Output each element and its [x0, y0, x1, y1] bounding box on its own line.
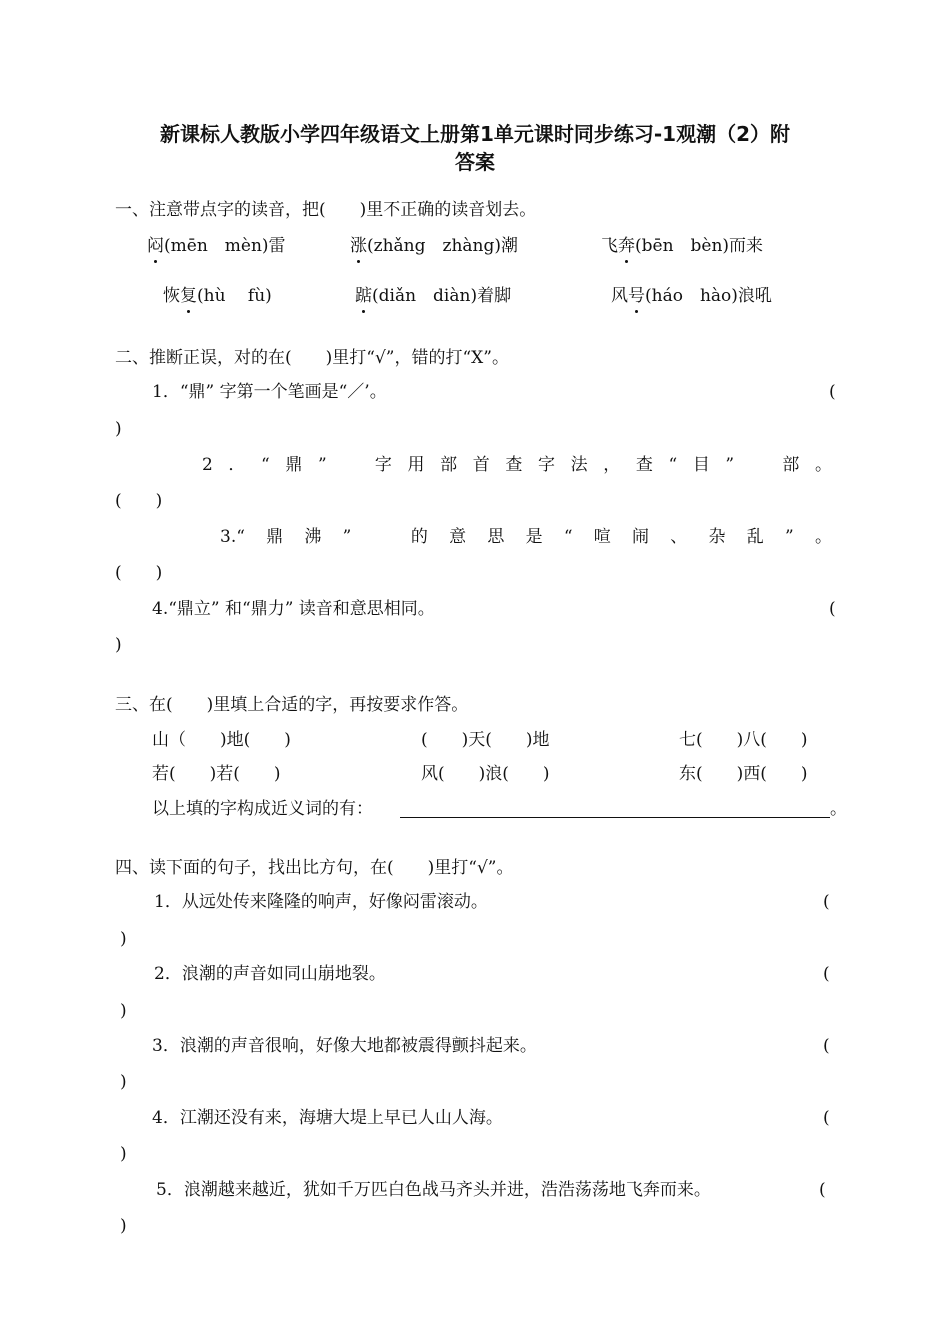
sentence-item-text: 5．浪潮越来越近，犹如千万匹白色战马齐头并进，浩浩荡荡地飞奔而来。	[156, 1180, 711, 1200]
dotted-char: 号	[628, 286, 645, 306]
dotted-char: 涨	[350, 236, 367, 256]
pinyin-options: (mēn mèn)雷	[164, 236, 286, 256]
pinyin-item	[611, 288, 772, 305]
sentence-end: 。	[830, 799, 847, 819]
dotted-char: 奔	[618, 236, 635, 256]
dotted-char: 踮	[355, 286, 372, 306]
fill-blank-item[interactable]: 风( )浪( )	[421, 764, 550, 784]
fill-blank-item[interactable]: 东( )西( )	[679, 764, 808, 784]
section3-heading: 三、在( )里填上合适的字，再按要求作答。	[115, 695, 469, 715]
dotted-char: 复	[180, 286, 197, 306]
fill-blank-item[interactable]: 若( )若( )	[152, 764, 281, 784]
answer-paren-close[interactable]: )	[120, 1216, 127, 1236]
answer-paren-open[interactable]: (	[829, 382, 836, 402]
sentence-item-text: 3．浪潮的声音很响，好像大地都被震得颤抖起来。	[152, 1036, 537, 1056]
answer-paren-close[interactable]: )	[120, 1001, 127, 1021]
synonym-prompt: 以上填的字构成近义词的有：	[152, 799, 373, 819]
pinyin-item	[163, 288, 272, 305]
answer-paren-pair[interactable]: ( )	[115, 491, 163, 511]
answer-paren-close[interactable]: )	[115, 635, 122, 655]
answer-paren-open[interactable]: (	[829, 599, 836, 619]
answer-paren-open[interactable]: (	[819, 1180, 826, 1200]
judgement-item-text: 2．“鼎” 字用部首查字法，查“目” 部。	[202, 455, 832, 475]
judgement-item-text: 4.“鼎立” 和“鼎力” 读音和意思相同。	[152, 599, 435, 619]
answer-paren-open[interactable]: (	[823, 1036, 830, 1056]
document-title-line1: 新课标人教版小学四年级语文上册第1单元课时同步练习-1观潮（2）附	[159, 122, 791, 146]
answer-paren-open[interactable]: (	[823, 964, 830, 984]
plain-char: 风	[611, 286, 628, 306]
judgement-item-text: 3.“鼎沸” 的意思是“喧闹、杂乱”。	[220, 527, 832, 547]
sentence-item-text: 1．从远处传来隆隆的响声，好像闷雷滚动。	[154, 892, 488, 912]
pinyin-item	[355, 288, 511, 305]
pinyin-options: (hù fù)	[197, 286, 272, 306]
answer-paren-close[interactable]: )	[115, 419, 122, 439]
dotted-char: 闷	[147, 236, 164, 256]
fill-blank-item[interactable]: ( )天( )地	[421, 730, 550, 750]
pinyin-item	[147, 238, 286, 255]
answer-paren-pair[interactable]: ( )	[115, 563, 163, 583]
answer-paren-close[interactable]: )	[120, 1144, 127, 1164]
answer-paren-open[interactable]: (	[823, 1108, 830, 1128]
answer-paren-close[interactable]: )	[120, 1072, 127, 1092]
sentence-item-text: 2．浪潮的声音如同山崩地裂。	[154, 964, 386, 984]
pinyin-options: (zhǎng zhàng)潮	[367, 236, 519, 256]
answer-paren-close[interactable]: )	[120, 929, 127, 949]
plain-char: 飞	[601, 236, 618, 256]
judgement-item-text: 1．“鼎” 字第一个笔画是“／’。	[152, 382, 387, 402]
pinyin-options: (diǎn diàn)着脚	[372, 286, 512, 306]
document-title-line2: 答案	[455, 150, 495, 174]
plain-char: 恢	[163, 286, 180, 306]
section1-heading: 一、注意带点字的读音，把( )里不正确的读音划去。	[115, 200, 537, 220]
answer-blank-line[interactable]	[400, 817, 830, 818]
fill-blank-item[interactable]: 七( )八( )	[679, 730, 808, 750]
pinyin-item	[601, 238, 763, 255]
section2-heading: 二、推断正误，对的在( )里打“√”，错的打“X”。	[115, 348, 509, 368]
pinyin-item	[350, 238, 518, 255]
section4-heading: 四、读下面的句子，找出比方句，在( )里打“√”。	[115, 858, 514, 878]
answer-paren-open[interactable]: (	[823, 892, 830, 912]
fill-blank-item[interactable]: 山（ )地( )	[152, 730, 291, 750]
pinyin-options: (bēn bèn)而来	[635, 236, 764, 256]
pinyin-options: (háo hào)浪吼	[645, 286, 772, 306]
sentence-item-text: 4．江潮还没有来，海塘大堤上早已人山人海。	[152, 1108, 503, 1128]
